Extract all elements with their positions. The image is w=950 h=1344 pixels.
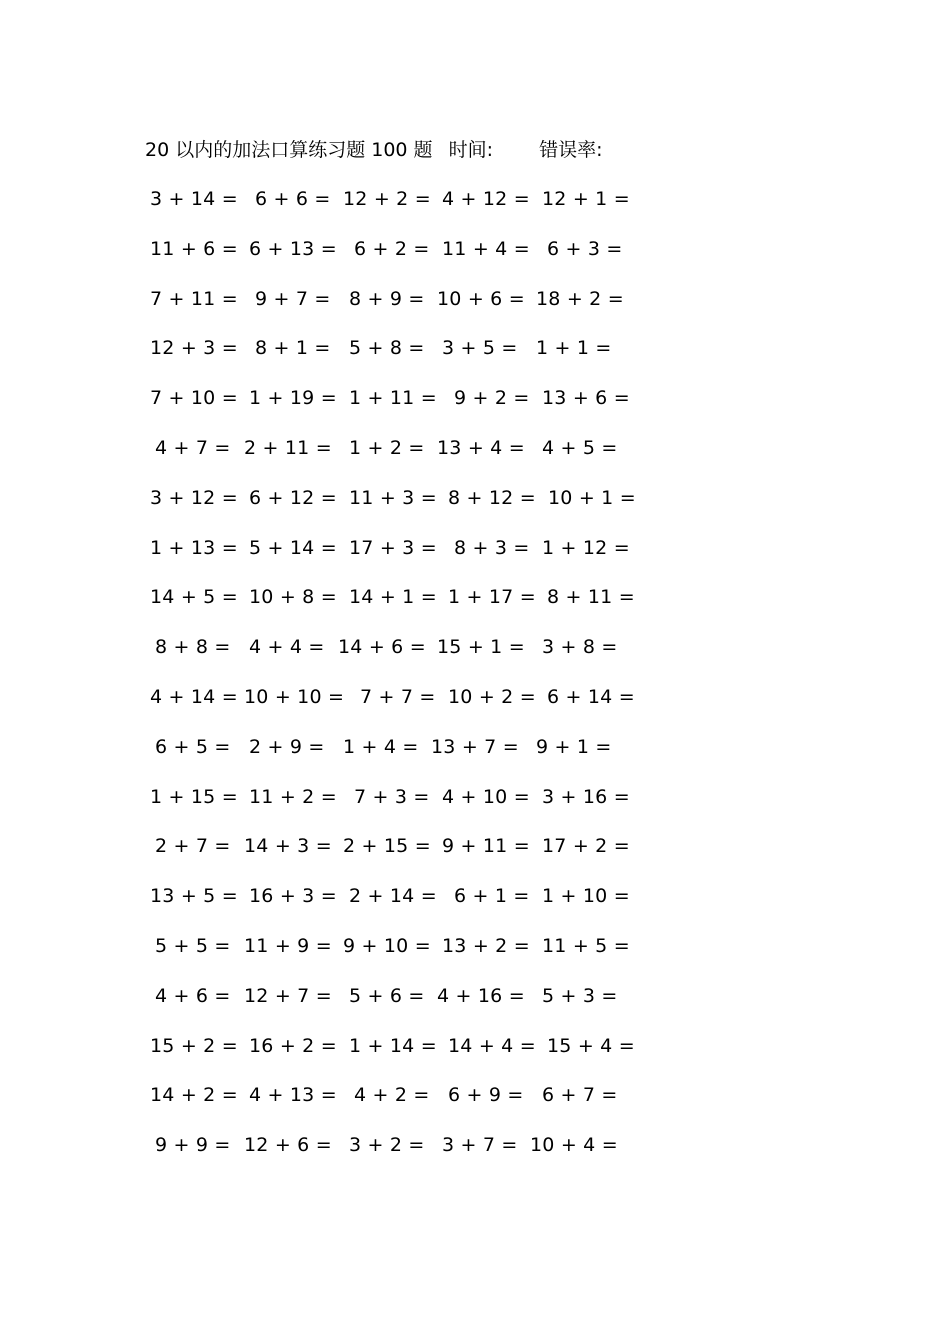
problem-item: 4 + 7 = bbox=[155, 437, 231, 459]
problem-item: 6 + 13 = bbox=[249, 237, 337, 260]
problem-item: 8 + 11 = bbox=[547, 586, 635, 609]
problem-item: 3 + 12 = bbox=[150, 486, 238, 509]
problem-item: 14 + 4 = bbox=[448, 1034, 536, 1057]
problem-item: 16 + 2 = bbox=[249, 1034, 337, 1057]
problem-item: 6 + 2 = bbox=[354, 237, 430, 260]
problem-item: 10 + 2 = bbox=[448, 686, 536, 708]
problem-item: 2 + 11 = bbox=[244, 437, 332, 459]
problem-item: 4 + 10 = bbox=[442, 785, 530, 808]
problem-item: 3 + 16 = bbox=[542, 785, 630, 808]
problem-item: 6 + 3 = bbox=[547, 237, 623, 260]
problem-item: 6 + 1 = bbox=[454, 885, 530, 908]
problem-item: 2 + 15 = bbox=[343, 835, 431, 858]
problem-item: 11 + 4 = bbox=[442, 237, 530, 260]
problem-item: 9 + 1 = bbox=[536, 735, 612, 758]
problem-item: 4 + 4 = bbox=[249, 636, 325, 659]
problem-item: 16 + 3 = bbox=[249, 885, 337, 908]
problem-item: 13 + 6 = bbox=[542, 387, 630, 410]
problem-item: 6 + 9 = bbox=[448, 1084, 524, 1107]
problem-item: 14 + 1 = bbox=[349, 586, 437, 609]
problem-item: 9 + 9 = bbox=[155, 1134, 231, 1157]
problem-item: 1 + 13 = bbox=[150, 536, 238, 559]
problem-item: 3 + 7 = bbox=[442, 1134, 518, 1157]
problem-item: 2 + 7 = bbox=[155, 835, 231, 858]
worksheet-header bbox=[145, 138, 602, 162]
problem-item: 1 + 2 = bbox=[349, 437, 425, 459]
problem-item: 15 + 2 = bbox=[150, 1034, 238, 1057]
problem-item: 7 + 7 = bbox=[360, 686, 436, 708]
problem-item: 5 + 6 = bbox=[349, 984, 425, 1007]
problem-item: 6 + 6 = bbox=[255, 188, 331, 210]
problem-item: 13 + 7 = bbox=[431, 735, 519, 758]
problem-item: 7 + 3 = bbox=[354, 785, 430, 808]
problem-item: 11 + 6 = bbox=[150, 237, 238, 260]
problem-item: 15 + 1 = bbox=[437, 636, 525, 659]
problem-item: 5 + 8 = bbox=[349, 337, 425, 360]
problem-item: 15 + 4 = bbox=[547, 1034, 635, 1057]
problem-item: 13 + 4 = bbox=[437, 437, 525, 459]
problem-item: 8 + 3 = bbox=[454, 536, 530, 559]
problem-item: 11 + 5 = bbox=[542, 935, 630, 957]
problem-item: 4 + 14 = bbox=[150, 686, 238, 708]
problem-item: 9 + 11 = bbox=[442, 835, 530, 858]
problem-item: 6 + 12 = bbox=[249, 486, 337, 509]
problem-item: 1 + 11 = bbox=[349, 387, 437, 410]
problem-item: 1 + 10 = bbox=[542, 885, 630, 908]
problem-item: 6 + 5 = bbox=[155, 735, 231, 758]
problem-item: 2 + 14 = bbox=[349, 885, 437, 908]
error-rate-label: 错误率: bbox=[539, 139, 603, 161]
problem-item: 9 + 7 = bbox=[255, 287, 331, 310]
problem-item: 3 + 5 = bbox=[442, 337, 518, 360]
problem-item: 5 + 5 = bbox=[155, 935, 231, 957]
problem-item: 3 + 8 = bbox=[542, 636, 618, 659]
problem-item: 5 + 14 = bbox=[249, 536, 337, 559]
problem-item: 17 + 3 = bbox=[349, 536, 437, 559]
problem-item: 10 + 10 = bbox=[244, 686, 345, 708]
problem-item: 9 + 10 = bbox=[343, 935, 431, 957]
problem-item: 10 + 8 = bbox=[249, 586, 337, 609]
problem-item: 12 + 6 = bbox=[244, 1134, 332, 1157]
problem-item: 12 + 7 = bbox=[244, 984, 332, 1007]
problem-item: 13 + 5 = bbox=[150, 885, 238, 908]
problem-item: 1 + 14 = bbox=[349, 1034, 437, 1057]
problem-item: 4 + 13 = bbox=[249, 1084, 337, 1107]
problem-item: 4 + 6 = bbox=[155, 984, 231, 1007]
problem-item: 7 + 10 = bbox=[150, 387, 238, 410]
problem-item: 1 + 4 = bbox=[343, 735, 419, 758]
problem-item: 1 + 12 = bbox=[542, 536, 630, 559]
problem-item: 11 + 9 = bbox=[244, 935, 332, 957]
problem-item: 12 + 1 = bbox=[542, 188, 630, 210]
problem-item: 12 + 2 = bbox=[343, 188, 431, 210]
problem-item: 17 + 2 = bbox=[542, 835, 630, 858]
problem-item: 2 + 9 = bbox=[249, 735, 325, 758]
problem-item: 8 + 8 = bbox=[155, 636, 231, 659]
problem-item: 10 + 1 = bbox=[548, 486, 636, 509]
problem-item: 14 + 3 = bbox=[244, 835, 332, 858]
problem-item: 14 + 2 = bbox=[150, 1084, 238, 1107]
problem-item: 14 + 5 = bbox=[150, 586, 238, 609]
problem-item: 7 + 11 = bbox=[150, 287, 238, 310]
problem-item: 5 + 3 = bbox=[542, 984, 618, 1007]
problem-item: 6 + 7 = bbox=[542, 1084, 618, 1107]
problem-item: 1 + 17 = bbox=[448, 586, 536, 609]
problem-item: 10 + 6 = bbox=[437, 287, 525, 310]
problem-item: 8 + 9 = bbox=[349, 287, 425, 310]
problem-item: 4 + 5 = bbox=[542, 437, 618, 459]
time-label: 时间: bbox=[448, 139, 494, 161]
problem-item: 1 + 15 = bbox=[150, 785, 238, 808]
problem-item: 3 + 14 = bbox=[150, 188, 238, 210]
problem-item: 11 + 3 = bbox=[349, 486, 437, 509]
problem-item: 18 + 2 = bbox=[536, 287, 624, 310]
problem-item: 6 + 14 = bbox=[547, 686, 635, 708]
problem-item: 4 + 2 = bbox=[354, 1084, 430, 1107]
problem-item: 12 + 3 = bbox=[150, 337, 238, 360]
problem-item: 8 + 1 = bbox=[255, 337, 331, 360]
problem-item: 3 + 2 = bbox=[349, 1134, 425, 1157]
problem-item: 10 + 4 = bbox=[530, 1134, 618, 1157]
problem-item: 14 + 6 = bbox=[338, 636, 426, 659]
problem-item: 1 + 19 = bbox=[249, 387, 337, 410]
problem-item: 4 + 12 = bbox=[442, 188, 530, 210]
problem-item: 1 + 1 = bbox=[536, 337, 612, 360]
problem-item: 8 + 12 = bbox=[448, 486, 536, 509]
problem-item: 13 + 2 = bbox=[442, 935, 530, 957]
problem-item: 9 + 2 = bbox=[454, 387, 530, 410]
worksheet-title: 20 以内的加法口算练习题 100 题 bbox=[145, 139, 433, 161]
problem-item: 11 + 2 = bbox=[249, 785, 337, 808]
problem-item: 4 + 16 = bbox=[437, 984, 525, 1007]
